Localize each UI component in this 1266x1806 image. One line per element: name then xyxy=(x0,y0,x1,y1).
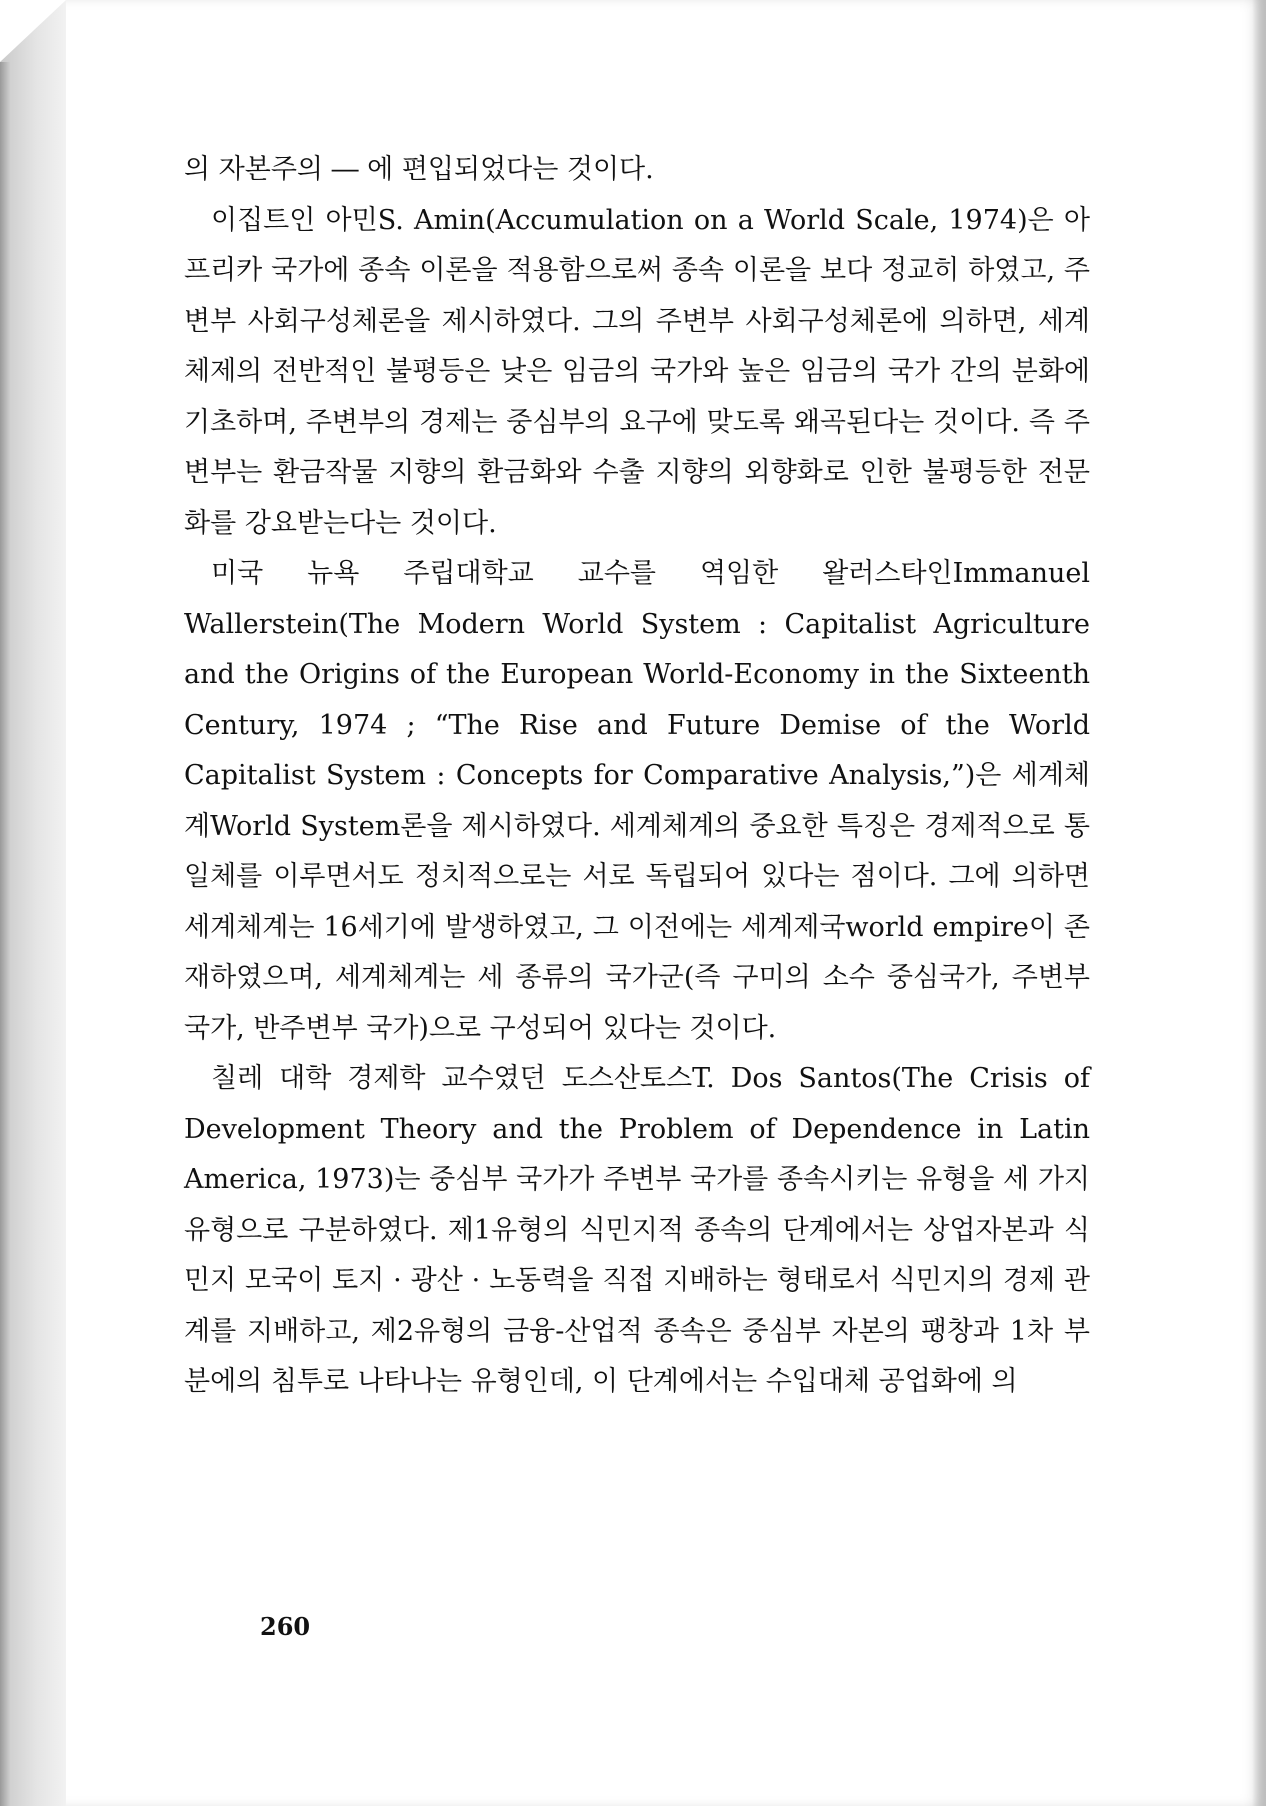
paragraph-dos-santos: 칠레 대학 경제학 교수였던 도스산토스T. Dos Santos(The Crisis of Development Theory and the Problem of Dependence in Latin America, 1973)는 중심부 국가가 주변부 국가를 종속시키는 유형을 세 가지 유형으로 구분하였다. 제1유형의 식민지적 종속의 단계에서는 상업자본과 식민지 모국이 토지 · 광산 · 노동력을 직접 지배하는 형태로서 식민지의 경제 관계를 지배하고, 제2유형의 금융-산업적 종속은 중심부 자본의 팽창과 1차 부분에의 침투로 나타나는 유형인데, 이 단계에서는 수입대체 공업화에 의 xyxy=(184,1063,1090,1397)
paragraph-wallerstein: 미국 뉴욕 주립대학교 교수를 역임한 왈러스타인Immanuel Wallerstein(The Modern World System : Capitalist Agriculture and the Origins of the European World-Economy in the Sixteenth Century, 1974 ; “The Rise and Future Demise of the World Capitalist System : Concepts for Comparative Analysis,”)은 세계체계World System론을 제시하였다. 세계체계의 중요한 특징은 경제적으로 통일체를 이루면서도 정치적으로는 서로 독립되어 있다는 점이다. 그에 의하면 세계체계는 16세기에 발생하였고, 그 이전에는 세계제국world empire이 존재하였으며, 세계체계는 세 종류의 국가군(즉 구미의 소수 중심국가, 주변부 국가, 반주변부 국가)으로 구성되어 있다는 것이다. xyxy=(184,558,1090,1044)
page-number: 260 xyxy=(260,1612,311,1641)
paragraph-continuation: 의 자본주의 ― 에 편입되었다는 것이다. xyxy=(184,154,654,185)
page-text-block xyxy=(184,145,1090,1408)
page-right-edge-shadow xyxy=(1252,0,1266,1806)
paragraph-amin: 이집트인 아민S. Amin(Accumulation on a World Scale, 1974)은 아프리카 국가에 종속 이론을 적용함으로써 종속 이론을 보다 정교히 하였고, 주변부 사회구성체론을 제시하였다. 그의 주변부 사회구성체론에 의하면, 세계체제의 전반적인 불평등은 낮은 임금의 국가와 높은 임금의 국가 간의 분화에 기초하며, 주변부의 경제는 중심부의 요구에 맞도록 왜곡된다는 것이다. 즉 주변부는 환금작물 지향의 환금화와 수출 지향의 외향화로 인한 불평등한 전문화를 강요받는다는 것이다. xyxy=(184,204,1090,539)
book-spine-shadow xyxy=(0,62,10,1806)
